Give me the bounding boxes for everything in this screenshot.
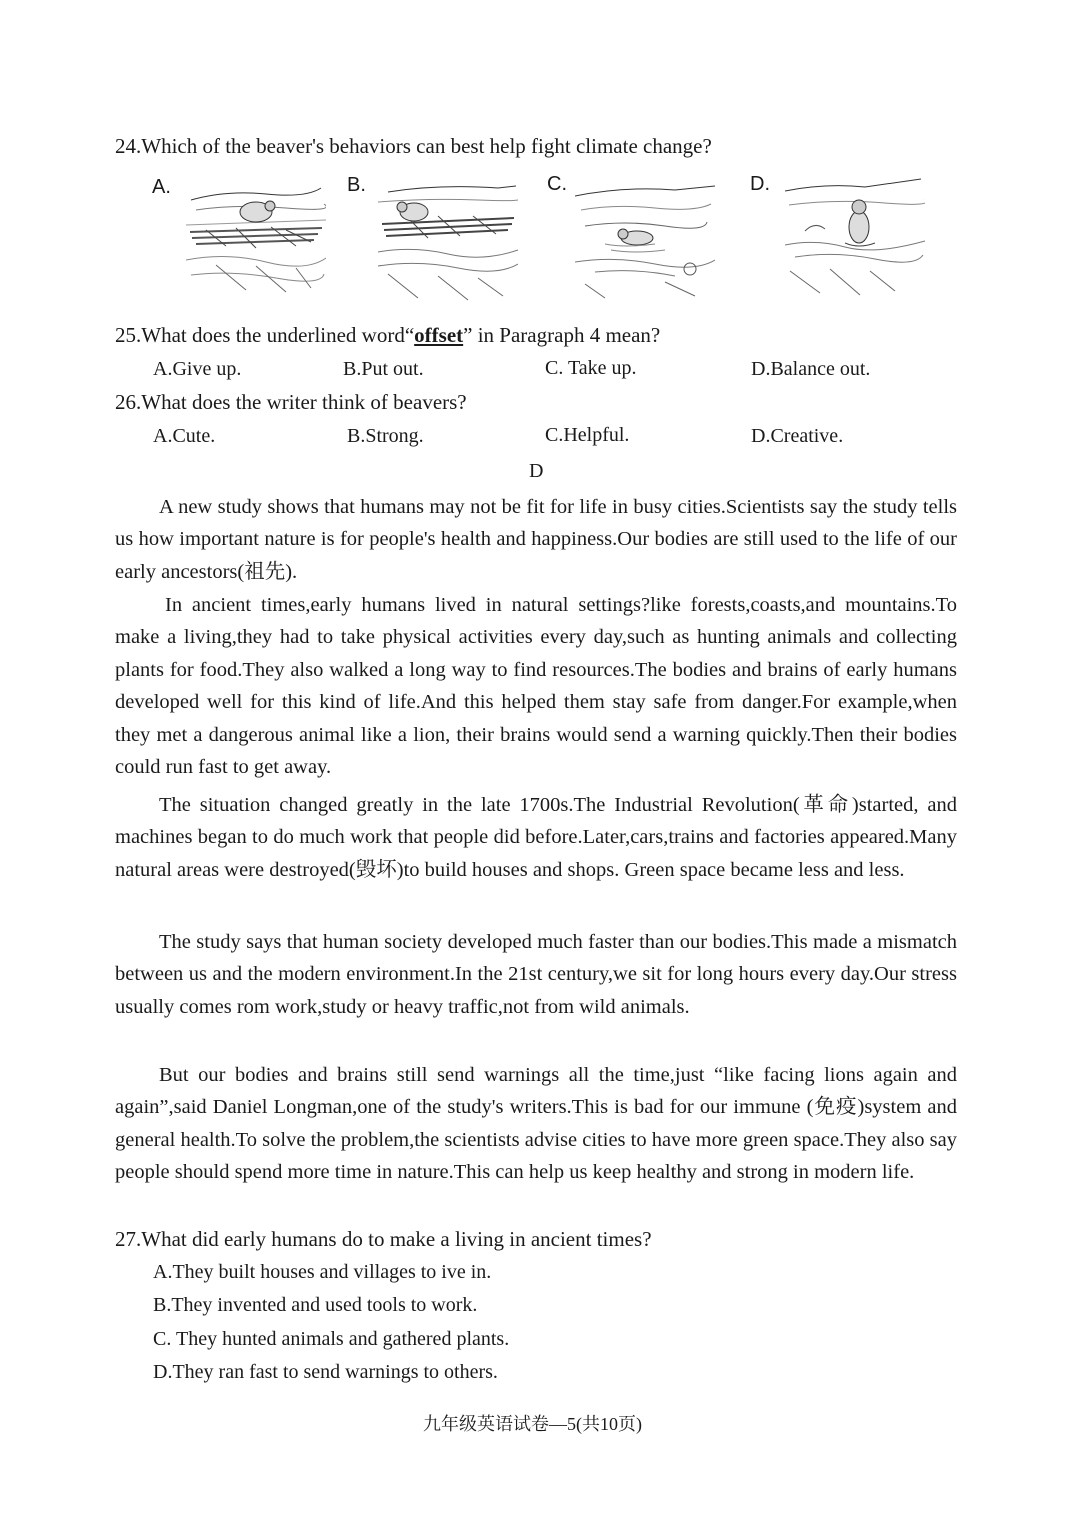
q24-option-a-label: A. <box>152 176 171 198</box>
q26-option-b: B.Strong. <box>347 425 424 447</box>
q24-option-b-label: B. <box>347 174 366 196</box>
q25-option-a: A.Give up. <box>153 358 242 380</box>
q25-stem-after: ” in Paragraph 4 mean? <box>463 323 661 347</box>
passage-paragraph-4: The study says that human society developed much faster than our bodies.This made a mismatch between us and the modern environment.In the 21st century,we sit for long hours every day.Our stress usually comes rom work,study or heavy traffic,not from wild animals. <box>115 931 957 1018</box>
q25-option-c: C. Take up. <box>545 357 637 379</box>
q25-underlined-word: offset <box>414 323 464 347</box>
q26-option-a: A.Cute. <box>153 425 216 447</box>
q24-option-c-label: C. <box>547 173 567 195</box>
question-26-stem: 26.What does the writer think of beavers? <box>115 390 467 414</box>
q26-option-d: D.Creative. <box>751 425 844 447</box>
q24-option-d-label: D. <box>750 173 770 195</box>
q26-option-c: C.Helpful. <box>545 424 630 446</box>
passage-paragraph-1: A new study shows that humans may not be fit for life in busy cities.Scientists say the study tells us how important nature is for people's health and happiness.Our bodies are still used to the life of our early ancestors(祖先). <box>115 496 957 583</box>
beaver-on-dam-with-water-illustration <box>378 174 518 302</box>
question-25-stem <box>115 322 660 348</box>
q25-stem-before: 25.What does the underlined word“ <box>115 323 415 347</box>
question-27-stem: 27.What did early humans do to make a living in ancient times? <box>115 1227 652 1251</box>
beaver-standing-on-bank-illustration <box>785 171 925 299</box>
section-letter: D <box>529 460 544 482</box>
question-24-stem: 24.Which of the beaver's behaviors can best help fight climate change? <box>115 134 712 158</box>
q25-option-b: B.Put out. <box>343 358 424 380</box>
passage-paragraph-2: In ancient times,early humans lived in natural settings?like forests,coasts,and mountains.To make a living,they had to take physical activities every day,such as hunting animals and collecting plants for food.They also walked a long way to find resources.The bodies and brains of early humans developed well for this kind of life.And this helped them stay safe from danger.For example,when they met a dangerous animal like a lion, their brains would send a warning quickly.Then their bodies could run fast to get away. <box>115 594 957 779</box>
passage-paragraph-3: The situation changed greatly in the late 1700s.The Industrial Revolution(革命)started, and machines began to do much work that people did before.Later,cars,trains and factories appeared.Many natural areas were destroyed(毁坏)to build houses and shops. Green space became less and less. <box>115 794 957 881</box>
q27-option-b: B.They invented and used tools to work. <box>153 1294 478 1316</box>
page-footer: 九年级英语试卷—5(共10页) <box>423 1414 642 1434</box>
q25-option-d: D.Balance out. <box>751 358 871 380</box>
passage-paragraph-5: But our bodies and brains still send warnings all the time,just “like facing lions again and again”,said Daniel Longman,one of the study's writers.This is bad for our immune (免疫)system and general health.To solve the problem,the scientists advise cities to have more green space.They also say people should spend more time in nature.This can help us keep healthy and strong in modern life. <box>115 1064 957 1184</box>
q27-option-d: D.They ran fast to send warnings to others. <box>153 1361 498 1383</box>
q27-option-a: A.They built houses and villages to ive in. <box>153 1261 492 1283</box>
beaver-swimming-illustration <box>575 174 715 302</box>
beaver-building-dam-illustration <box>186 170 326 298</box>
q27-option-c: C. They hunted animals and gathered plants. <box>153 1328 510 1350</box>
